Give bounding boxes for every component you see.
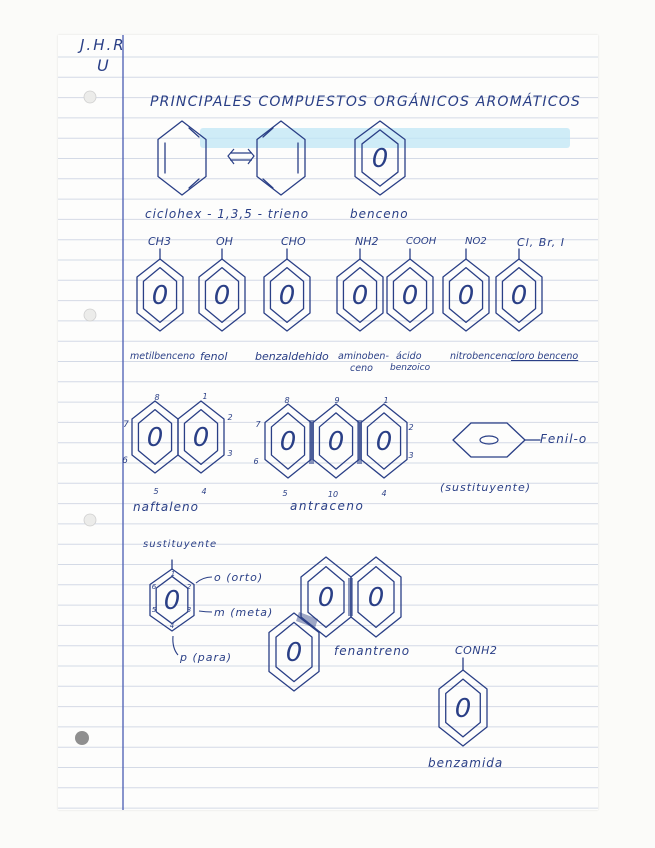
- sub-oh: OH: [216, 235, 233, 248]
- nitrobenceno-ring-circle: 0: [457, 281, 475, 311]
- benzaldehido-ring-circle: 0: [278, 281, 296, 311]
- position-number: 2: [186, 583, 192, 591]
- naftaleno-number: 3: [227, 449, 233, 458]
- punch-hole: [84, 514, 96, 526]
- sub-halogen: Cl, Br, I: [517, 236, 566, 249]
- benceno-ring-circle: 0: [371, 144, 389, 174]
- fenantreno-ring-1-circle: 0: [317, 583, 335, 613]
- antraceno-ring-2-circle: 0: [327, 427, 345, 457]
- antraceno-number: 7: [255, 420, 261, 429]
- name-fenol: fenol: [200, 350, 228, 363]
- positions-title: sustituyente: [143, 539, 218, 550]
- ruled-lines: [58, 35, 598, 810]
- naftaleno-number: 5: [153, 487, 159, 496]
- label-para: p (para): [180, 651, 233, 664]
- antraceno-number: 10: [327, 490, 339, 499]
- name-nitrobenceno: nitrobenceno: [450, 351, 513, 362]
- initials: J.H.R: [80, 36, 126, 54]
- name-naftaleno: naftaleno: [133, 500, 199, 514]
- sub-ch3: CH3: [148, 235, 171, 248]
- notebook-page: [58, 35, 598, 810]
- position-number: 1: [170, 570, 176, 578]
- aminobenceno-ring-circle: 0: [351, 281, 369, 311]
- title-highlight: [200, 128, 570, 148]
- name-aminobenceno-2: ceno: [350, 363, 373, 374]
- punch-hole: [75, 731, 89, 745]
- punch-hole: [84, 91, 96, 103]
- name-acido: ácido: [396, 351, 422, 362]
- naftaleno-ring-left-circle: 0: [146, 423, 164, 453]
- page-title: PRINCIPALES COMPUESTOS ORGÁNICOS AROMÁTICOS: [150, 94, 582, 110]
- fenantreno-ring-2-circle: 0: [367, 583, 385, 613]
- benzamida-ring-circle: 0: [454, 694, 472, 724]
- sub-cooh: COOH: [406, 236, 437, 247]
- naftaleno-number: 1: [202, 392, 208, 401]
- antraceno-number: 9: [334, 396, 340, 405]
- naftaleno-number: 4: [201, 487, 207, 496]
- position-number: 4: [169, 622, 175, 630]
- name-metilbenceno: metilbenceno: [130, 351, 195, 362]
- name-aminobenceno: aminoben-: [338, 351, 389, 362]
- label-fenilo: Fenil-o: [540, 432, 588, 446]
- antraceno-number: 1: [383, 396, 389, 405]
- position-number: 3: [186, 606, 192, 614]
- sub-conh2: CONH2: [455, 644, 498, 657]
- antraceno-ring-3-circle: 0: [375, 427, 393, 457]
- doodle: U: [97, 56, 109, 75]
- name-fenantreno: fenantreno: [334, 644, 411, 658]
- metilbenceno-ring-circle: 0: [151, 281, 169, 311]
- naftaleno-number: 2: [227, 413, 233, 422]
- name-benzaldehido: benzaldehido: [255, 350, 329, 363]
- name-benzamida: benzamida: [428, 756, 504, 770]
- punch-hole: [84, 309, 96, 321]
- sub-nh2: NH2: [355, 235, 379, 248]
- position-number: 6: [151, 583, 157, 591]
- name-antraceno: antraceno: [290, 499, 365, 513]
- naftaleno-number: 8: [154, 393, 160, 402]
- position-number: 5: [151, 606, 157, 614]
- clorobenceno-ring-circle: 0: [510, 281, 528, 311]
- label-orto: o (orto): [214, 571, 264, 584]
- sub-no2: NO2: [465, 236, 487, 247]
- fenol-ring-circle: 0: [213, 281, 231, 311]
- label-meta: m (meta): [214, 606, 274, 619]
- acido-benzoico-ring-circle: 0: [401, 281, 419, 311]
- label-benceno: benceno: [350, 207, 409, 221]
- fenantreno-ring-3-circle: 0: [285, 638, 303, 668]
- positions-ring-circle: 0: [163, 586, 181, 616]
- naftaleno-number: 6: [122, 456, 128, 466]
- antraceno-number: 3: [408, 451, 414, 460]
- antraceno-number: 2: [408, 423, 414, 432]
- antraceno-number: 5: [282, 489, 288, 498]
- name-clorobenceno: cloro benceno: [511, 351, 579, 362]
- label-ciclohexatrieno: ciclohex - 1,3,5 - trieno: [145, 207, 310, 221]
- sub-cho: CHO: [281, 235, 306, 248]
- naftaleno-number: 7: [123, 420, 129, 430]
- label-sustituyente: (sustituyente): [440, 481, 531, 494]
- antraceno-number: 4: [381, 489, 387, 498]
- antraceno-ring-1-circle: 0: [279, 427, 297, 457]
- name-acido-2: benzoico: [390, 363, 431, 373]
- antraceno-number: 6: [253, 457, 259, 466]
- naftaleno-ring-right-circle: 0: [192, 423, 210, 453]
- antraceno-number: 8: [284, 396, 290, 405]
